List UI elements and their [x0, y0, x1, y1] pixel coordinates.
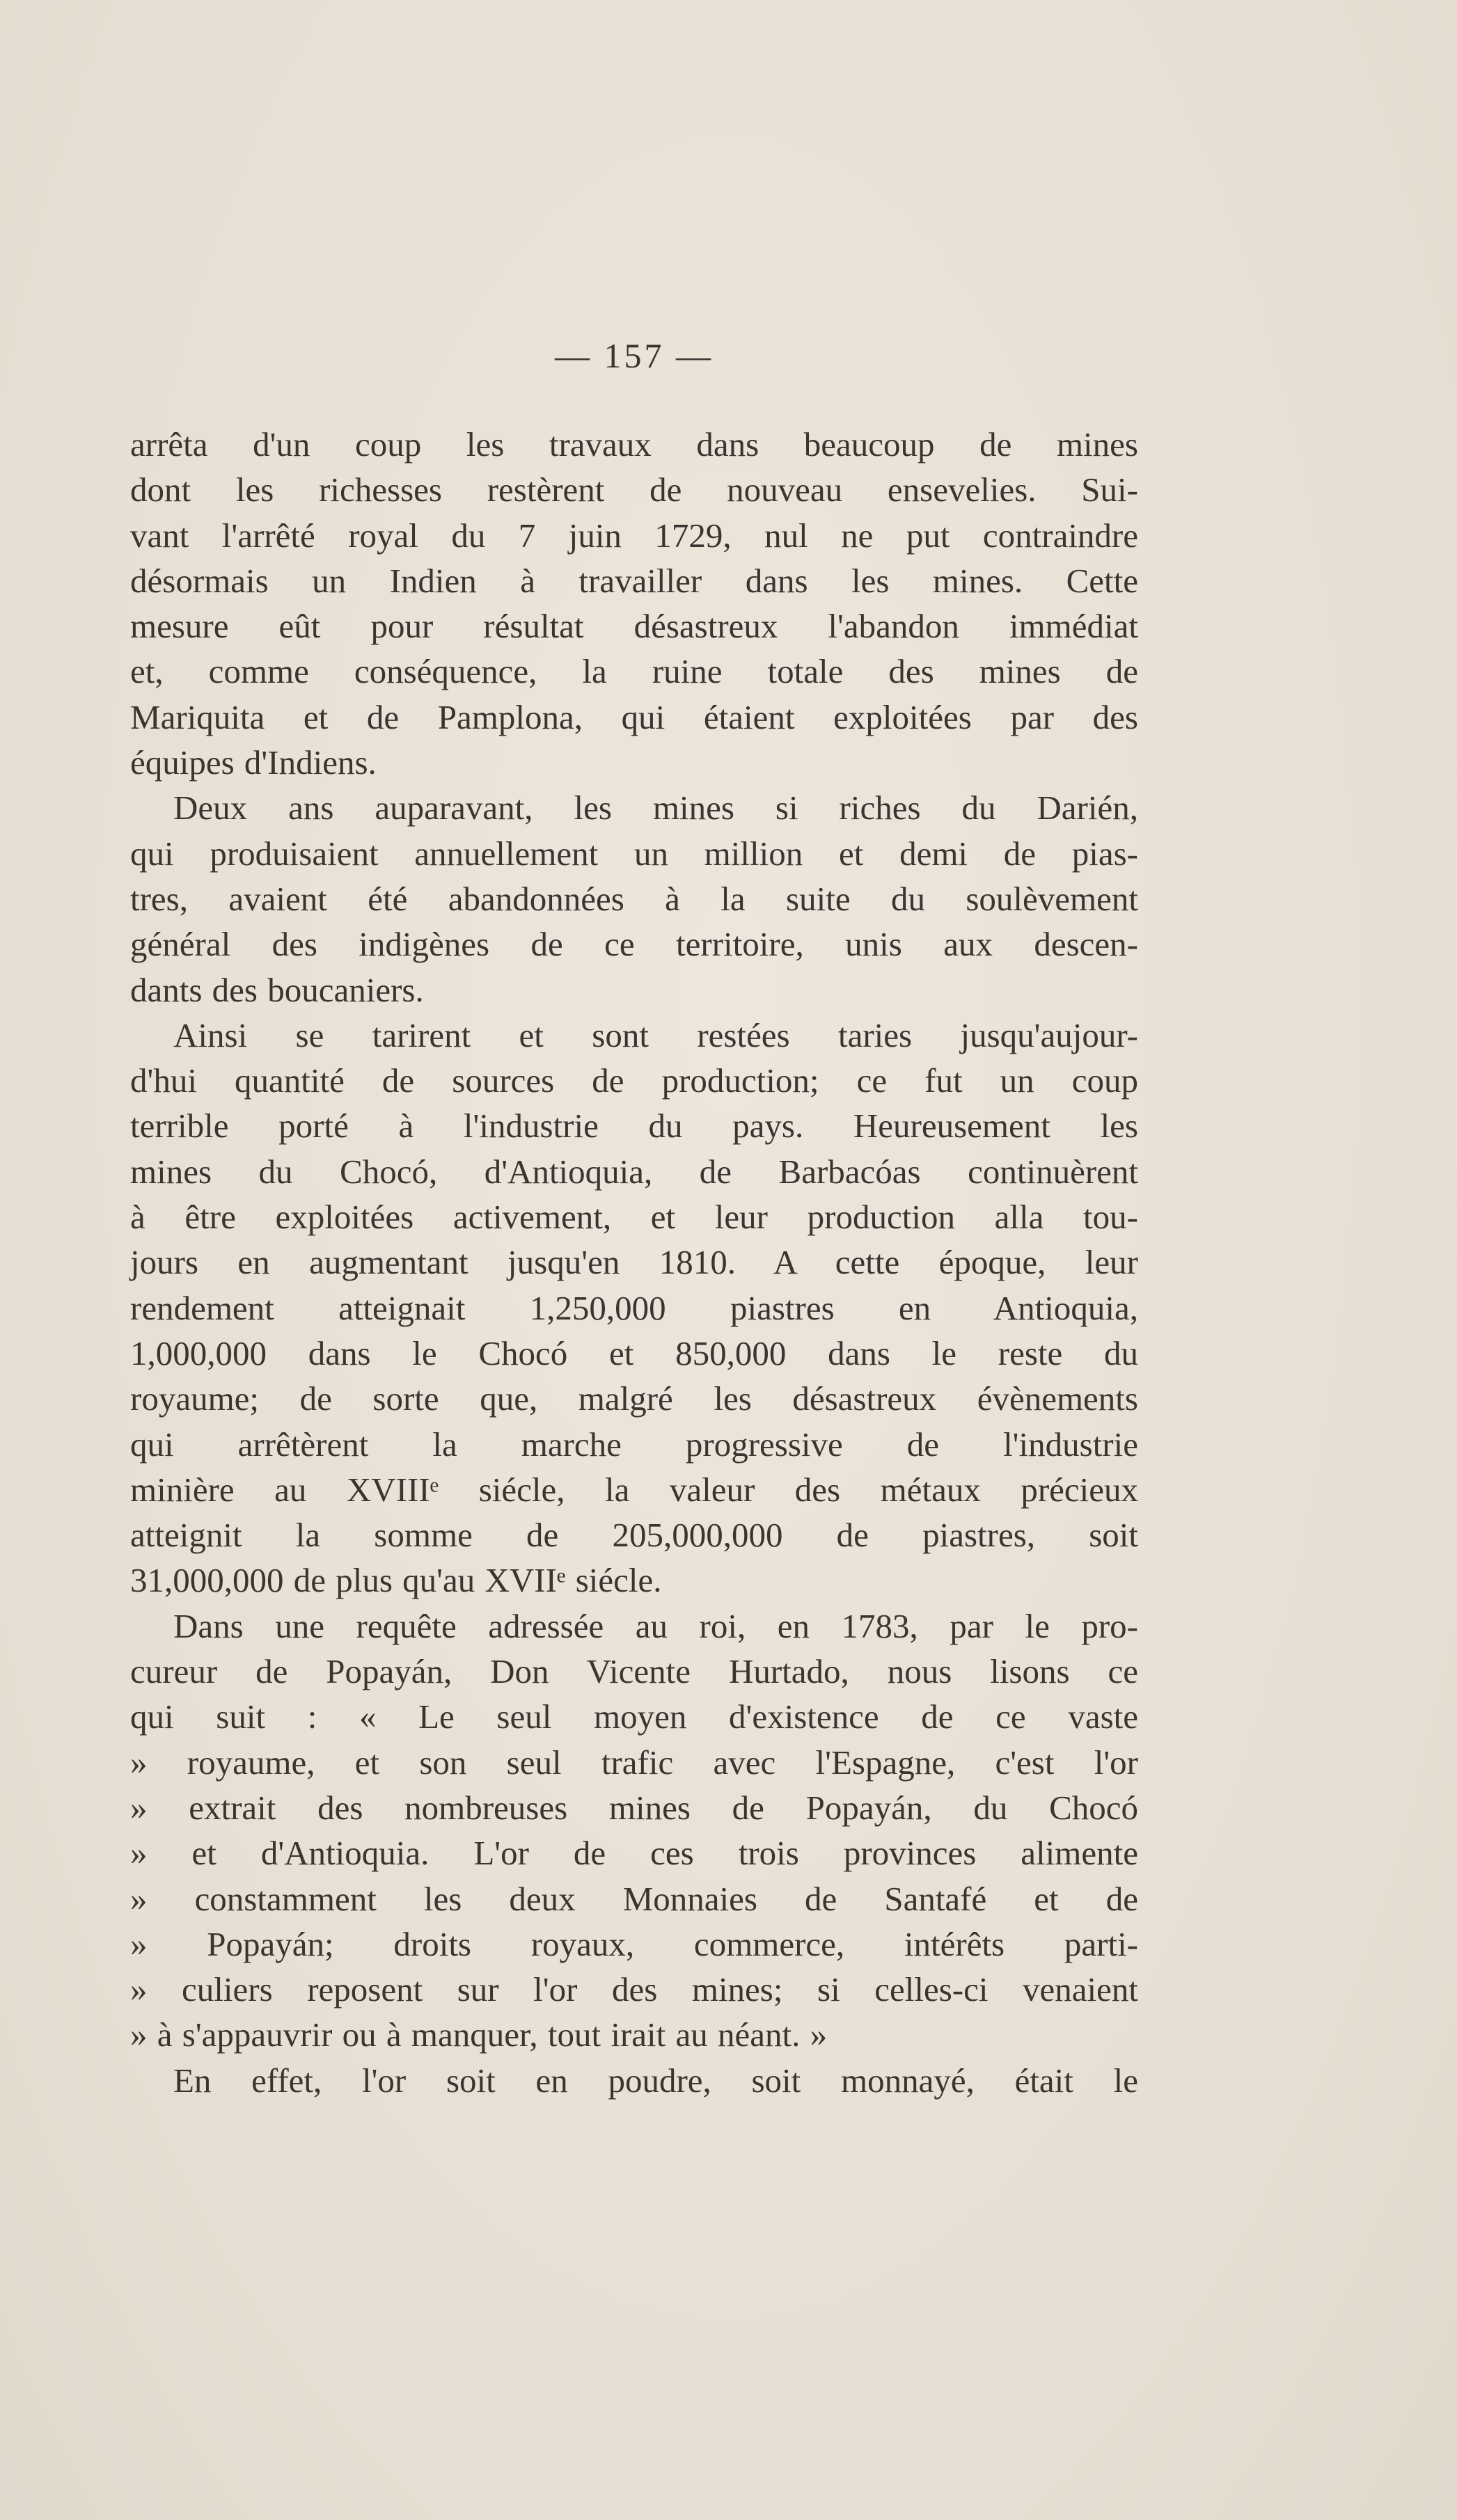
- text-line: mines du Chocó, d'Antioquia, de Barbacóas continuèrent: [130, 1152, 1138, 1191]
- text-line: dants des boucaniers.: [130, 970, 424, 1009]
- text-line: royaume; de sorte que, malgré les désastreux évènements: [130, 1379, 1138, 1418]
- text-line: rendement atteignait 1,250,000 piastres en Antioquia,: [130, 1288, 1138, 1327]
- text-line: Deux ans auparavant, les mines si riches du Darién,: [173, 789, 1138, 827]
- text-line: qui produisaient annuellement un million et demi de pias-: [130, 834, 1138, 873]
- paragraph: [130, 1013, 1138, 1603]
- text-line: tres, avaient été abandonnées à la suite du soulèvement: [130, 879, 1138, 918]
- paragraph: [130, 422, 1138, 785]
- text-line: terrible porté à l'industrie du pays. Heureusement les: [130, 1107, 1138, 1146]
- text-line: Mariquita et de Pamplona, qui étaient exploitées par des: [130, 697, 1138, 736]
- text-line: vant l'arrêté royal du 7 juin 1729, nul ne put contraindre: [130, 516, 1138, 555]
- text-line: » culiers reposent sur l'or des mines; si celles-ci venaient: [130, 1970, 1138, 2009]
- text-line: équipes d'Indiens.: [130, 743, 377, 782]
- body-text: [130, 422, 1138, 2103]
- text-line: » constamment les deux Monnaies de Santafé et de: [130, 1879, 1138, 1918]
- text-line: En effet, l'or soit en poudre, soit monnayé, était le: [173, 2061, 1138, 2100]
- text-line: minière au XVIIIᵉ siécle, la valeur des métaux précieux: [130, 1470, 1138, 1509]
- text-line: désormais un Indien à travailler dans les mines. Cette: [130, 561, 1138, 600]
- text-line: jours en augmentant jusqu'en 1810. A cette époque, leur: [130, 1243, 1138, 1282]
- text-line: dont les richesses restèrent de nouveau ensevelies. Sui-: [130, 470, 1138, 509]
- text-line: » extrait des nombreuses mines de Popayán, du Chocó: [130, 1788, 1138, 1827]
- text-line: atteignit la somme de 205,000,000 de piastres, soit: [130, 1516, 1138, 1555]
- text-line: d'hui quantité de sources de production; ce fut un coup: [130, 1061, 1138, 1100]
- text-line: mesure eût pour résultat désastreux l'abandon immédiat: [130, 607, 1138, 646]
- text-line: » Popayán; droits royaux, commerce, intérêts parti-: [130, 1924, 1138, 1963]
- text-line: qui suit : « Le seul moyen d'existence de ce vaste: [130, 1697, 1138, 1736]
- text-line: Dans une requête adressée au roi, en 1783, par le pro-: [173, 1606, 1138, 1645]
- text-line: à être exploitées activement, et leur production alla tou-: [130, 1198, 1138, 1237]
- text-line: Ainsi se tarirent et sont restées taries jusqu'aujour-: [173, 1015, 1138, 1054]
- page-number: — 157 —: [555, 336, 714, 375]
- text-line: et, comme conséquence, la ruine totale des mines de: [130, 652, 1138, 691]
- paragraph: [130, 785, 1138, 1012]
- text-line: arrêta d'un coup les travaux dans beaucoup de mines: [130, 425, 1138, 463]
- text-line: 31,000,000 de plus qu'au XVIIᵉ siécle.: [130, 1561, 662, 1600]
- paragraph: [130, 1603, 1138, 2058]
- text-line: » royaume, et son seul trafic avec l'Espagne, c'est l'or: [130, 1743, 1138, 1782]
- text-line: » à s'appauvrir ou à manquer, tout irait au néant. »: [130, 2015, 828, 2054]
- text-line: 1,000,000 dans le Chocó et 850,000 dans le reste du: [130, 1333, 1138, 1372]
- text-line: » et d'Antioquia. L'or de ces trois provinces alimente: [130, 1834, 1138, 1873]
- text-line: qui arrêtèrent la marche progressive de l'industrie: [130, 1425, 1138, 1464]
- paragraph: [130, 2058, 1138, 2103]
- text-line: général des indigènes de ce territoire, unis aux descen-: [130, 925, 1138, 964]
- text-line: cureur de Popayán, Don Vicente Hurtado, nous lisons ce: [130, 1652, 1138, 1691]
